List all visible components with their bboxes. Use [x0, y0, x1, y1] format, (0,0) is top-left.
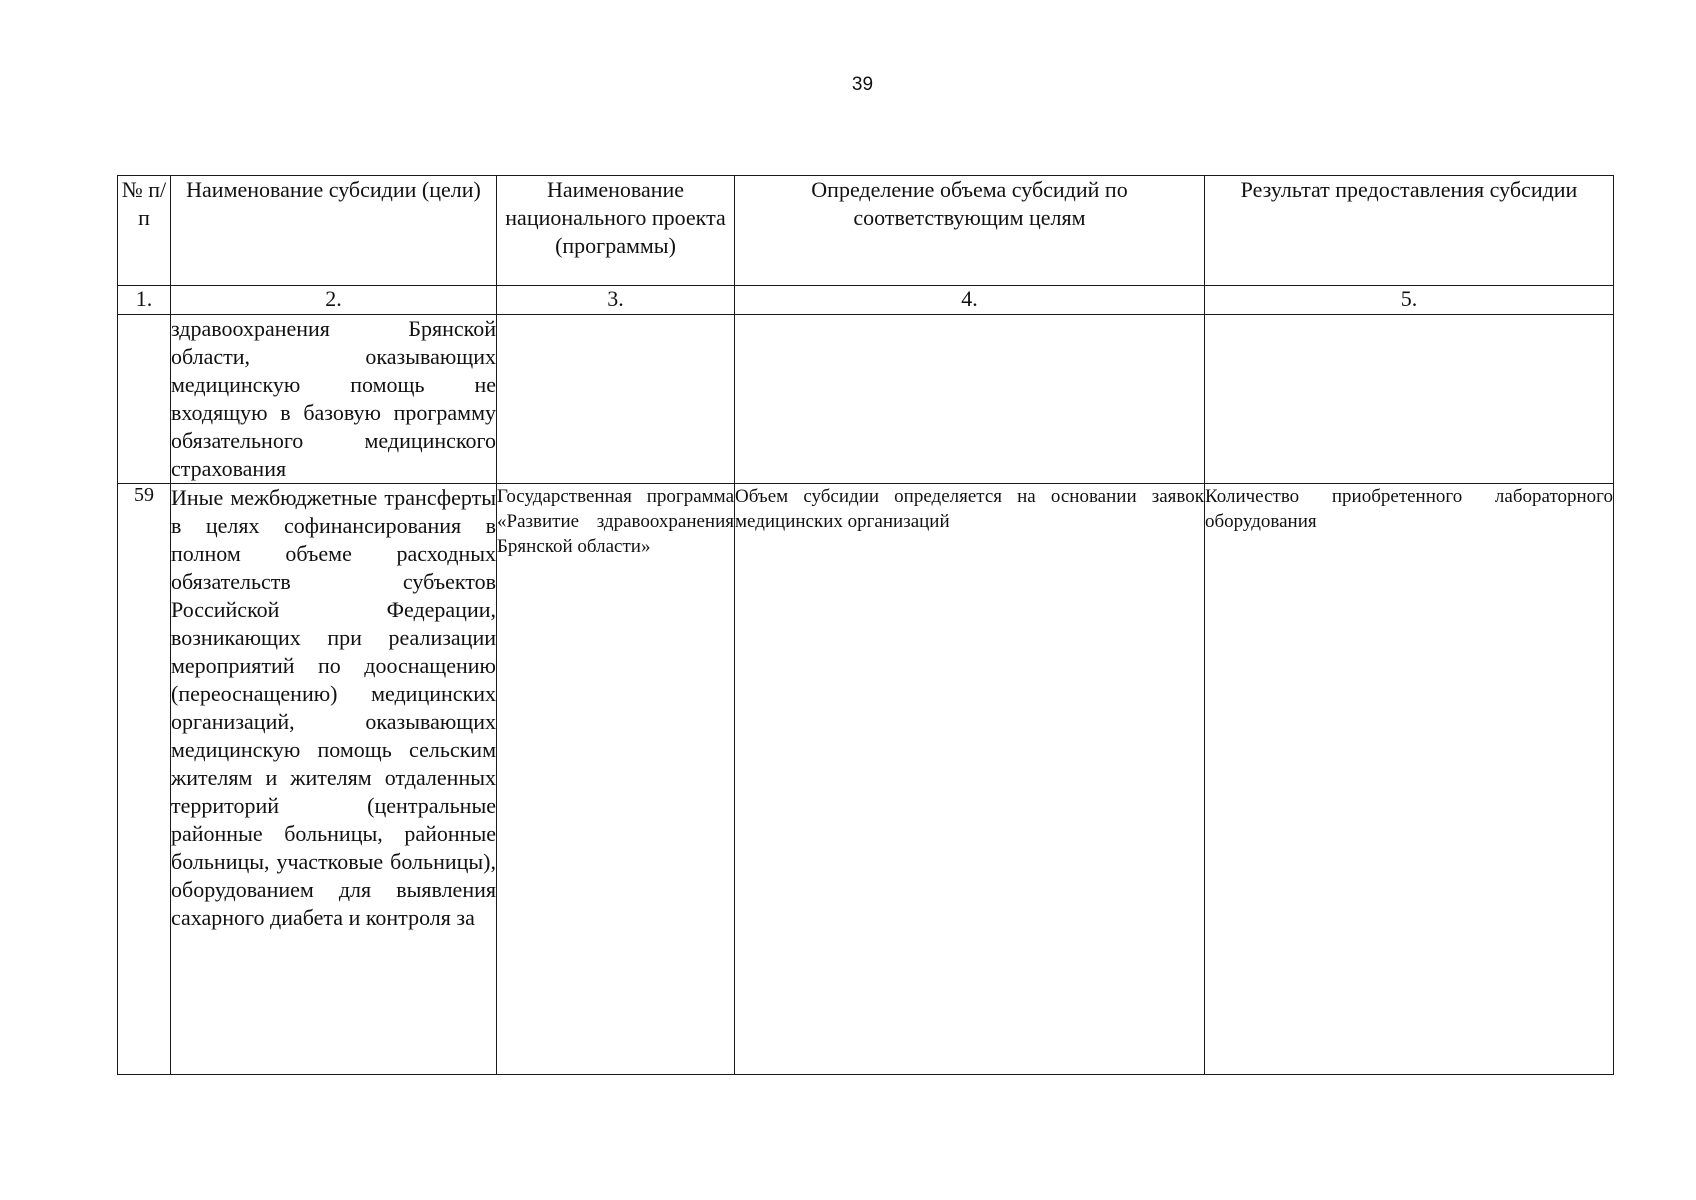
column-number: 3. — [497, 286, 735, 315]
column-number: 1. — [118, 286, 171, 315]
column-number: 4. — [735, 286, 1205, 315]
subsidy-name-cell: здравоохранения Брянской области, оказывающих медицинскую помощь не входящую в базовую программу обязательного медицинского страхования — [171, 315, 497, 484]
result-cell: Количество приобретенного лабораторного оборудования — [1205, 484, 1614, 1075]
header-num: № п/п — [118, 176, 171, 286]
table-row — [118, 315, 1614, 484]
volume-cell: Объем субсидии определяется на основании заявок медицинских организаций — [735, 484, 1205, 1075]
row-number — [118, 315, 171, 484]
header-subsidy-name: Наименование субсидии (цели) — [171, 176, 497, 286]
header-project-name: Наименование национального проекта (программы) — [497, 176, 735, 286]
table-row — [118, 484, 1614, 1075]
subsidy-table — [117, 175, 1614, 1075]
result-cell — [1205, 315, 1614, 484]
header-row — [118, 176, 1614, 286]
header-result: Результат предоставления субсидии — [1205, 176, 1614, 286]
volume-cell — [735, 315, 1205, 484]
column-number-row — [118, 286, 1614, 315]
project-cell — [497, 315, 735, 484]
project-cell: Государственная программа «Развитие здравоохранения Брянской области» — [497, 484, 735, 1075]
subsidy-name-cell: Иные межбюджетные трансферты в целях софинансирования в полном объеме расходных обязательств субъектов Российской Федерации, возникающих при реализации мероприятий по дооснащению (переоснащению) медицинских организаций, оказывающих медицинскую помощь сельским жителям и жителям отдаленных территорий (центральные районные больницы, районные больницы, участковые больницы), оборудованием для выявления сахарного диабета и контроля за — [171, 484, 497, 1075]
column-number: 2. — [171, 286, 497, 315]
column-number: 5. — [1205, 286, 1614, 315]
row-number: 59 — [118, 484, 171, 1075]
header-volume-definition: Определение объема субсидий по соответствующим целям — [735, 176, 1205, 286]
page-number: 39 — [851, 74, 874, 95]
